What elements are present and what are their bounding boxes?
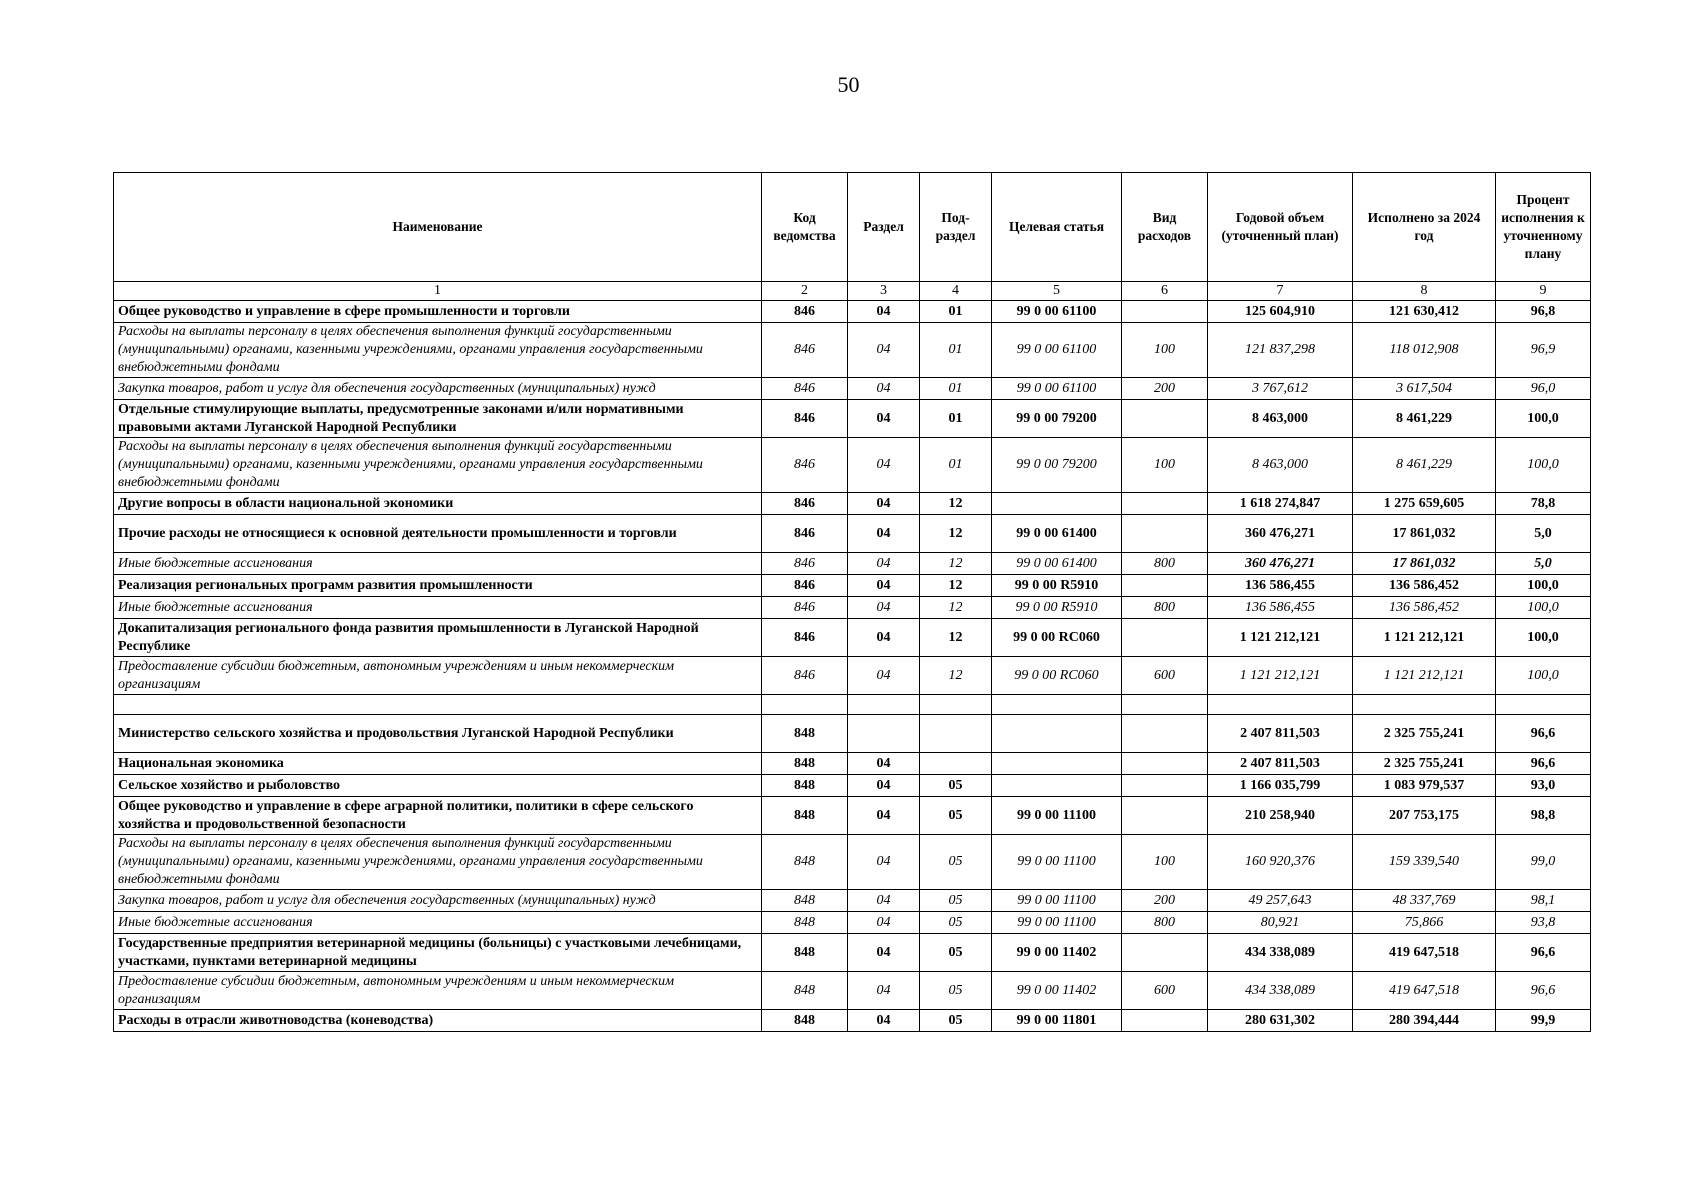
row-department-code: 846 bbox=[762, 575, 848, 597]
row-subsection bbox=[920, 695, 992, 715]
row-percent: 78,8 bbox=[1496, 493, 1591, 515]
row-annual-plan: 121 837,298 bbox=[1208, 323, 1353, 378]
row-section: 04 bbox=[848, 323, 920, 378]
row-annual-plan: 136 586,455 bbox=[1208, 597, 1353, 619]
row-subsection: 05 bbox=[920, 934, 992, 972]
table-row bbox=[114, 715, 1591, 753]
row-target-article: 99 0 00 11402 bbox=[992, 972, 1122, 1010]
row-section: 04 bbox=[848, 835, 920, 890]
row-name: Предоставление субсидии бюджетным, автономным учреждениям и иным некоммерческим организациям bbox=[114, 657, 762, 695]
row-annual-plan: 8 463,000 bbox=[1208, 400, 1353, 438]
table-row bbox=[114, 797, 1591, 835]
row-department-code: 846 bbox=[762, 619, 848, 657]
row-expense-type: 100 bbox=[1122, 438, 1208, 493]
column-number: 2 bbox=[762, 282, 848, 301]
row-target-article bbox=[992, 493, 1122, 515]
row-name: Предоставление субсидии бюджетным, автономным учреждениям и иным некоммерческим организациям bbox=[114, 972, 762, 1010]
row-department-code: 848 bbox=[762, 890, 848, 912]
row-name: Закупка товаров, работ и услуг для обеспечения государственных (муниципальных) нужд bbox=[114, 890, 762, 912]
row-subsection: 05 bbox=[920, 835, 992, 890]
table-row bbox=[114, 301, 1591, 323]
row-percent: 5,0 bbox=[1496, 553, 1591, 575]
row-expense-type: 100 bbox=[1122, 323, 1208, 378]
row-subsection: 01 bbox=[920, 323, 992, 378]
row-name: Расходы на выплаты персоналу в целях обеспечения выполнения функций государственными (муниципальными) органами, казенными учреждениями, органами управления государственными внебюджетными фондами bbox=[114, 323, 762, 378]
header-subsection: Под-раздел bbox=[920, 173, 992, 282]
row-subsection: 05 bbox=[920, 797, 992, 835]
row-annual-plan: 2 407 811,503 bbox=[1208, 753, 1353, 775]
row-target-article: 99 0 00 61100 bbox=[992, 301, 1122, 323]
header-plan: Годовой объем (уточненный план) bbox=[1208, 173, 1353, 282]
row-subsection: 05 bbox=[920, 890, 992, 912]
row-target-article: 99 0 00 RC060 bbox=[992, 619, 1122, 657]
row-subsection: 12 bbox=[920, 553, 992, 575]
row-percent: 96,6 bbox=[1496, 753, 1591, 775]
row-percent: 100,0 bbox=[1496, 619, 1591, 657]
row-department-code: 846 bbox=[762, 493, 848, 515]
row-subsection bbox=[920, 715, 992, 753]
row-executed: 159 339,540 bbox=[1353, 835, 1496, 890]
row-section: 04 bbox=[848, 972, 920, 1010]
row-annual-plan: 434 338,089 bbox=[1208, 972, 1353, 1010]
table-row bbox=[114, 553, 1591, 575]
row-name bbox=[114, 695, 762, 715]
row-section: 04 bbox=[848, 1010, 920, 1032]
row-target-article: 99 0 00 11801 bbox=[992, 1010, 1122, 1032]
row-expense-type: 800 bbox=[1122, 912, 1208, 934]
row-executed: 121 630,412 bbox=[1353, 301, 1496, 323]
row-expense-type: 200 bbox=[1122, 890, 1208, 912]
row-subsection: 01 bbox=[920, 438, 992, 493]
row-section: 04 bbox=[848, 657, 920, 695]
row-target-article: 99 0 00 R5910 bbox=[992, 575, 1122, 597]
row-expense-type bbox=[1122, 934, 1208, 972]
row-section: 04 bbox=[848, 597, 920, 619]
row-expense-type bbox=[1122, 619, 1208, 657]
row-subsection: 05 bbox=[920, 972, 992, 1010]
row-percent: 96,6 bbox=[1496, 715, 1591, 753]
row-executed: 1 083 979,537 bbox=[1353, 775, 1496, 797]
row-department-code: 848 bbox=[762, 775, 848, 797]
row-annual-plan: 2 407 811,503 bbox=[1208, 715, 1353, 753]
row-target-article: 99 0 00 R5910 bbox=[992, 597, 1122, 619]
row-percent: 98,1 bbox=[1496, 890, 1591, 912]
row-name: Иные бюджетные ассигнования bbox=[114, 597, 762, 619]
row-section: 04 bbox=[848, 797, 920, 835]
row-section: 04 bbox=[848, 753, 920, 775]
row-target-article bbox=[992, 775, 1122, 797]
table-row bbox=[114, 657, 1591, 695]
row-executed: 17 861,032 bbox=[1353, 515, 1496, 553]
row-percent: 100,0 bbox=[1496, 438, 1591, 493]
row-section: 04 bbox=[848, 575, 920, 597]
row-expense-type: 200 bbox=[1122, 378, 1208, 400]
row-department-code: 846 bbox=[762, 378, 848, 400]
table-row bbox=[114, 493, 1591, 515]
table-row bbox=[114, 515, 1591, 553]
row-section: 04 bbox=[848, 912, 920, 934]
row-annual-plan: 210 258,940 bbox=[1208, 797, 1353, 835]
row-name: Общее руководство и управление в сфере промышленности и торговли bbox=[114, 301, 762, 323]
row-percent: 98,8 bbox=[1496, 797, 1591, 835]
row-target-article: 99 0 00 61100 bbox=[992, 323, 1122, 378]
row-name: Общее руководство и управление в сфере аграрной политики, политики в сфере сельского хозяйства и продовольственной безопасности bbox=[114, 797, 762, 835]
row-target-article bbox=[992, 715, 1122, 753]
row-name: Государственные предприятия ветеринарной медицины (больницы) с участковыми лечебницами, участками, пунктами ветеринарной медицины bbox=[114, 934, 762, 972]
row-annual-plan: 3 767,612 bbox=[1208, 378, 1353, 400]
table-row bbox=[114, 695, 1591, 715]
row-annual-plan bbox=[1208, 695, 1353, 715]
row-expense-type bbox=[1122, 775, 1208, 797]
row-name: Расходы на выплаты персоналу в целях обеспечения выполнения функций государственными (муниципальными) органами, казенными учреждениями, органами управления государственными внебюджетными фондами bbox=[114, 835, 762, 890]
page-number: 50 bbox=[837, 72, 860, 97]
table-row bbox=[114, 1010, 1591, 1032]
row-annual-plan: 1 121 212,121 bbox=[1208, 657, 1353, 695]
column-number: 5 bbox=[992, 282, 1122, 301]
header-type: Вид расходов bbox=[1122, 173, 1208, 282]
column-number: 7 bbox=[1208, 282, 1353, 301]
column-number-row bbox=[114, 282, 1591, 301]
row-section: 04 bbox=[848, 553, 920, 575]
row-target-article: 99 0 00 11402 bbox=[992, 934, 1122, 972]
table-row bbox=[114, 775, 1591, 797]
row-executed: 1 121 212,121 bbox=[1353, 657, 1496, 695]
row-section: 04 bbox=[848, 775, 920, 797]
row-expense-type bbox=[1122, 400, 1208, 438]
row-percent: 99,9 bbox=[1496, 1010, 1591, 1032]
row-percent: 100,0 bbox=[1496, 657, 1591, 695]
row-annual-plan: 434 338,089 bbox=[1208, 934, 1353, 972]
table-body bbox=[114, 301, 1591, 1032]
row-department-code: 848 bbox=[762, 934, 848, 972]
row-name: Прочие расходы не относящиеся к основной деятельности промышленности и торговли bbox=[114, 515, 762, 553]
row-percent: 99,0 bbox=[1496, 835, 1591, 890]
header-section: Раздел bbox=[848, 173, 920, 282]
row-target-article bbox=[992, 753, 1122, 775]
table-row bbox=[114, 575, 1591, 597]
row-annual-plan: 280 631,302 bbox=[1208, 1010, 1353, 1032]
row-percent: 100,0 bbox=[1496, 575, 1591, 597]
row-percent bbox=[1496, 695, 1591, 715]
row-executed: 136 586,452 bbox=[1353, 575, 1496, 597]
row-executed: 2 325 755,241 bbox=[1353, 753, 1496, 775]
table-row bbox=[114, 753, 1591, 775]
row-executed: 2 325 755,241 bbox=[1353, 715, 1496, 753]
row-percent: 96,0 bbox=[1496, 378, 1591, 400]
row-section: 04 bbox=[848, 438, 920, 493]
row-subsection: 12 bbox=[920, 493, 992, 515]
header-name: Наименование bbox=[114, 173, 762, 282]
row-annual-plan: 1 166 035,799 bbox=[1208, 775, 1353, 797]
row-expense-type bbox=[1122, 301, 1208, 323]
table-row bbox=[114, 934, 1591, 972]
table-row bbox=[114, 323, 1591, 378]
row-annual-plan: 8 463,000 bbox=[1208, 438, 1353, 493]
row-department-code: 846 bbox=[762, 438, 848, 493]
row-department-code bbox=[762, 695, 848, 715]
row-department-code: 846 bbox=[762, 553, 848, 575]
row-section: 04 bbox=[848, 493, 920, 515]
table-row bbox=[114, 619, 1591, 657]
column-number: 6 bbox=[1122, 282, 1208, 301]
row-percent: 96,6 bbox=[1496, 934, 1591, 972]
row-department-code: 846 bbox=[762, 400, 848, 438]
table-row bbox=[114, 378, 1591, 400]
row-department-code: 848 bbox=[762, 715, 848, 753]
row-expense-type bbox=[1122, 797, 1208, 835]
row-section bbox=[848, 695, 920, 715]
header-code: Код ведомства bbox=[762, 173, 848, 282]
row-subsection bbox=[920, 753, 992, 775]
row-annual-plan: 360 476,271 bbox=[1208, 515, 1353, 553]
row-target-article: 99 0 00 61400 bbox=[992, 515, 1122, 553]
row-target-article: 99 0 00 RC060 bbox=[992, 657, 1122, 695]
row-target-article: 99 0 00 79200 bbox=[992, 400, 1122, 438]
row-name: Закупка товаров, работ и услуг для обеспечения государственных (муниципальных) нужд bbox=[114, 378, 762, 400]
table-row bbox=[114, 438, 1591, 493]
row-executed: 118 012,908 bbox=[1353, 323, 1496, 378]
row-executed: 419 647,518 bbox=[1353, 972, 1496, 1010]
row-annual-plan: 136 586,455 bbox=[1208, 575, 1353, 597]
row-subsection: 12 bbox=[920, 597, 992, 619]
row-target-article: 99 0 00 79200 bbox=[992, 438, 1122, 493]
header-done: Исполнено за 2024 год bbox=[1353, 173, 1496, 282]
row-section: 04 bbox=[848, 890, 920, 912]
header-percent: Процент исполнения к уточненному плану bbox=[1496, 173, 1591, 282]
row-expense-type bbox=[1122, 515, 1208, 553]
row-executed: 75,866 bbox=[1353, 912, 1496, 934]
table-row bbox=[114, 972, 1591, 1010]
row-name: Иные бюджетные ассигнования bbox=[114, 553, 762, 575]
row-department-code: 846 bbox=[762, 301, 848, 323]
row-percent: 93,0 bbox=[1496, 775, 1591, 797]
row-subsection: 01 bbox=[920, 400, 992, 438]
row-percent: 96,6 bbox=[1496, 972, 1591, 1010]
row-executed: 3 617,504 bbox=[1353, 378, 1496, 400]
table-header-row bbox=[114, 173, 1591, 282]
row-name: Докапитализация регионального фонда развития промышленности в Луганской Народной Республике bbox=[114, 619, 762, 657]
row-expense-type: 800 bbox=[1122, 597, 1208, 619]
row-target-article: 99 0 00 11100 bbox=[992, 912, 1122, 934]
row-annual-plan: 160 920,376 bbox=[1208, 835, 1353, 890]
row-subsection: 01 bbox=[920, 301, 992, 323]
row-percent: 96,9 bbox=[1496, 323, 1591, 378]
row-department-code: 846 bbox=[762, 657, 848, 695]
row-name: Расходы на выплаты персоналу в целях обеспечения выполнения функций государственными (муниципальными) органами, казенными учреждениями, органами управления государственными внебюджетными фондами bbox=[114, 438, 762, 493]
row-percent: 5,0 bbox=[1496, 515, 1591, 553]
row-percent: 96,8 bbox=[1496, 301, 1591, 323]
header-article: Целевая статья bbox=[992, 173, 1122, 282]
row-department-code: 848 bbox=[762, 797, 848, 835]
row-subsection: 05 bbox=[920, 912, 992, 934]
row-subsection: 01 bbox=[920, 378, 992, 400]
row-executed: 8 461,229 bbox=[1353, 400, 1496, 438]
row-executed: 136 586,452 bbox=[1353, 597, 1496, 619]
row-executed: 8 461,229 bbox=[1353, 438, 1496, 493]
row-target-article bbox=[992, 695, 1122, 715]
row-department-code: 848 bbox=[762, 753, 848, 775]
row-annual-plan: 49 257,643 bbox=[1208, 890, 1353, 912]
row-executed: 17 861,032 bbox=[1353, 553, 1496, 575]
row-expense-type: 600 bbox=[1122, 657, 1208, 695]
row-percent: 93,8 bbox=[1496, 912, 1591, 934]
row-executed: 207 753,175 bbox=[1353, 797, 1496, 835]
row-target-article: 99 0 00 61100 bbox=[992, 378, 1122, 400]
row-name: Другие вопросы в области национальной экономики bbox=[114, 493, 762, 515]
row-target-article: 99 0 00 61400 bbox=[992, 553, 1122, 575]
row-department-code: 848 bbox=[762, 1010, 848, 1032]
row-annual-plan: 1 618 274,847 bbox=[1208, 493, 1353, 515]
row-department-code: 846 bbox=[762, 515, 848, 553]
row-subsection: 12 bbox=[920, 657, 992, 695]
row-target-article: 99 0 00 11100 bbox=[992, 835, 1122, 890]
row-annual-plan: 1 121 212,121 bbox=[1208, 619, 1353, 657]
column-number: 3 bbox=[848, 282, 920, 301]
row-section: 04 bbox=[848, 515, 920, 553]
column-number: 1 bbox=[114, 282, 762, 301]
row-name: Национальная экономика bbox=[114, 753, 762, 775]
row-name: Иные бюджетные ассигнования bbox=[114, 912, 762, 934]
table-row bbox=[114, 400, 1591, 438]
row-expense-type bbox=[1122, 695, 1208, 715]
budget-execution-table bbox=[113, 172, 1591, 1032]
row-name: Реализация региональных программ развития промышленности bbox=[114, 575, 762, 597]
row-expense-type: 600 bbox=[1122, 972, 1208, 1010]
row-section bbox=[848, 715, 920, 753]
row-department-code: 846 bbox=[762, 323, 848, 378]
row-department-code: 846 bbox=[762, 597, 848, 619]
row-annual-plan: 80,921 bbox=[1208, 912, 1353, 934]
row-expense-type: 800 bbox=[1122, 553, 1208, 575]
row-percent: 100,0 bbox=[1496, 597, 1591, 619]
row-annual-plan: 360 476,271 bbox=[1208, 553, 1353, 575]
row-name: Сельское хозяйство и рыболовство bbox=[114, 775, 762, 797]
row-department-code: 848 bbox=[762, 972, 848, 1010]
row-executed: 1 275 659,605 bbox=[1353, 493, 1496, 515]
row-executed: 48 337,769 bbox=[1353, 890, 1496, 912]
row-subsection: 05 bbox=[920, 1010, 992, 1032]
row-executed bbox=[1353, 695, 1496, 715]
column-number: 4 bbox=[920, 282, 992, 301]
row-department-code: 848 bbox=[762, 912, 848, 934]
table-row bbox=[114, 835, 1591, 890]
row-section: 04 bbox=[848, 934, 920, 972]
table-row bbox=[114, 912, 1591, 934]
row-target-article: 99 0 00 11100 bbox=[992, 890, 1122, 912]
row-target-article: 99 0 00 11100 bbox=[992, 797, 1122, 835]
row-subsection: 12 bbox=[920, 515, 992, 553]
row-executed: 280 394,444 bbox=[1353, 1010, 1496, 1032]
row-percent: 100,0 bbox=[1496, 400, 1591, 438]
column-number: 9 bbox=[1496, 282, 1591, 301]
table-row bbox=[114, 890, 1591, 912]
table-row bbox=[114, 597, 1591, 619]
row-section: 04 bbox=[848, 619, 920, 657]
row-section: 04 bbox=[848, 400, 920, 438]
row-expense-type bbox=[1122, 575, 1208, 597]
row-subsection: 12 bbox=[920, 575, 992, 597]
column-number: 8 bbox=[1353, 282, 1496, 301]
row-annual-plan: 125 604,910 bbox=[1208, 301, 1353, 323]
row-department-code: 848 bbox=[762, 835, 848, 890]
row-name: Расходы в отрасли животноводства (коневодства) bbox=[114, 1010, 762, 1032]
row-expense-type: 100 bbox=[1122, 835, 1208, 890]
row-executed: 419 647,518 bbox=[1353, 934, 1496, 972]
row-expense-type bbox=[1122, 1010, 1208, 1032]
row-name: Министерство сельского хозяйства и продовольствия Луганской Народной Республики bbox=[114, 715, 762, 753]
row-section: 04 bbox=[848, 378, 920, 400]
row-expense-type bbox=[1122, 493, 1208, 515]
row-expense-type bbox=[1122, 753, 1208, 775]
row-executed: 1 121 212,121 bbox=[1353, 619, 1496, 657]
row-expense-type bbox=[1122, 715, 1208, 753]
row-subsection: 12 bbox=[920, 619, 992, 657]
row-section: 04 bbox=[848, 301, 920, 323]
row-name: Отдельные стимулирующие выплаты, предусмотренные законами и/или нормативными правовыми актами Луганской Народной Республики bbox=[114, 400, 762, 438]
row-subsection: 05 bbox=[920, 775, 992, 797]
